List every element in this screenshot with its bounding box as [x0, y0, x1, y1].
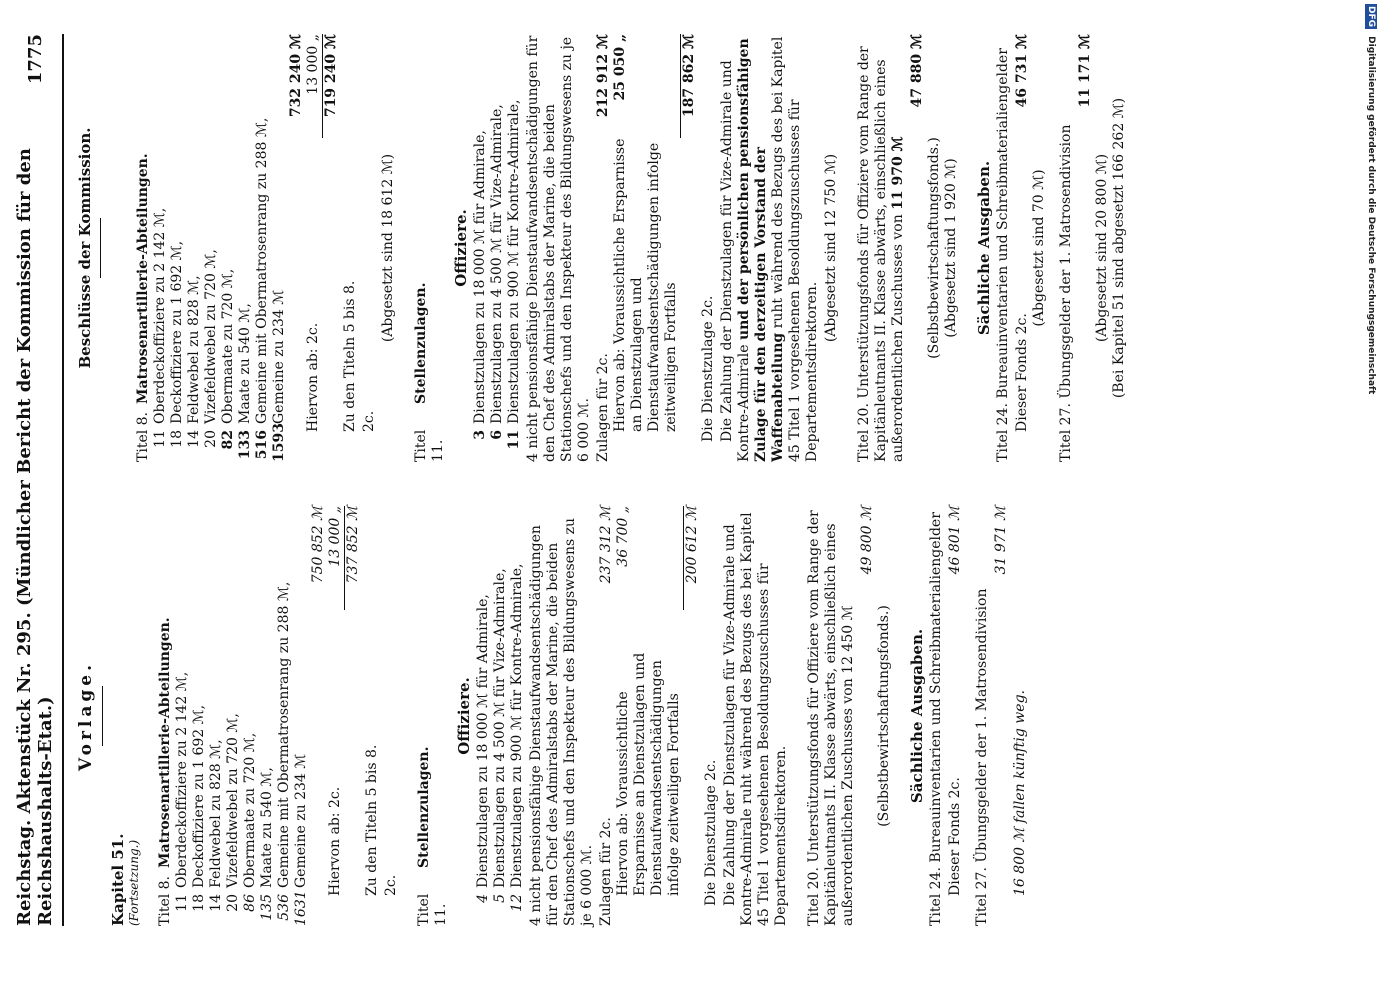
dienstzulage-head: Die Dienstzulage 2c.: [700, 295, 716, 442]
line-item: [259, 506, 276, 926]
titel8-label: Titel 8.: [135, 411, 151, 462]
line-item: [208, 506, 225, 926]
line-text: Feldwebel zu 828 ℳ,: [208, 739, 224, 888]
titel20-amount: 49 800 ℳ: [859, 506, 875, 575]
line-text: Dienstzulagen zu 18 000 ℳ für Admirale,: [472, 130, 488, 424]
dienstzulage-text: Die Zahlung der Dienstzulagen für Vize-Admirale und Kontre-Admirale ruht während des Bezugs des bei Kapitel 45 Titel 1 vorgesehenen Besoldungszuschusses für Departementsdirektoren.: [722, 512, 789, 926]
titel11-sub: Offiziere.: [452, 209, 470, 287]
dienstzulage-head: Die Dienstzulage 2c.: [703, 759, 719, 906]
line-item: [475, 506, 492, 926]
saechliche-heading: Sächliche Ausgaben.: [908, 628, 926, 804]
beschluesse-title: Beschlüsse der Kommission.: [76, 127, 94, 369]
line-quantity: 20: [225, 894, 241, 912]
titel11-hiervon: Hiervon ab: Voraussichtliche Ersparnisse an Dienstzulagen und Dienstaufwandsentschädigungen infolge zeitweiligen Fortfalls: [612, 138, 679, 432]
beschluss-titel20: [856, 34, 960, 462]
line-item: [254, 34, 271, 462]
beschluss-titel11: [413, 34, 840, 462]
titel8-sum: 750 852 ℳ: [310, 506, 326, 584]
dienstzulage-text: [719, 34, 821, 462]
line-text: Vizefeldwebel zu 720 ℳ,: [203, 249, 219, 424]
line-text: Dienstzulagen zu 18 000 ℳ für Admirale,: [475, 594, 491, 888]
titel27-amount: 31 971 ℳ: [993, 506, 1009, 575]
titel11-para4: 4 nicht pensionsfähige Dienstaufwandsentschädigungen für den Chef des Admiralstabs der Marine, die beiden Stationschefs und den Inspekteur des Bildungswesens zu je 6 000 ℳ.: [528, 518, 595, 926]
titel24-text: Titel 24. Bureauinventarien und Schreibmaterialiengelder: [928, 512, 944, 926]
titel20-abgesetzt: (Abgesetzt sind 1 920 ℳ): [943, 158, 959, 338]
titel8-net: 719 240 ℳ: [323, 34, 339, 118]
line-text: Obermaate zu 720 ℳ,: [242, 732, 258, 888]
line-quantity: 6: [489, 430, 505, 440]
line-quantity: 536: [276, 894, 292, 921]
line-item: [169, 34, 186, 462]
line-text: Oberdeckoffiziere zu 2 142 ℳ,: [152, 207, 168, 424]
titel8-rows: [152, 34, 288, 462]
column-vorlage: [74, 480, 1128, 926]
titel11-sub: Offiziere.: [455, 677, 473, 755]
line-item: [186, 34, 203, 462]
titel8-hiervon: Hiervon ab: 2c.: [305, 322, 321, 432]
line-quantity: 135: [259, 894, 275, 921]
line-text: Obermaate zu 720 ℳ,: [220, 268, 236, 424]
titel11-total: 212 912 ℳ: [595, 34, 611, 118]
line-item: [203, 34, 220, 462]
line-text: Deckoffiziere zu 1 692 ℳ,: [169, 240, 185, 424]
titel8-rows: [174, 506, 310, 926]
line-item: [271, 34, 288, 462]
title-divider: [100, 218, 101, 278]
line-item: [276, 506, 293, 926]
line-item: [220, 34, 237, 462]
line-item: [506, 34, 523, 462]
line-quantity: 18: [191, 894, 207, 912]
titel27-note: 16 800 ℳ fallen künftig weg.: [1012, 690, 1028, 896]
titel20-body: Titel 20. Unterstützungsfonds für Offiziere vom Range der Kapitänleutnants II. Klasse abwärts, einschließlich eines außerordentlichen Zuschusses von: [856, 46, 906, 462]
line-quantity: 11: [174, 894, 190, 912]
titel8-hiervon: Hiervon ab: 2c.: [327, 786, 343, 896]
titel24-amount: 46 801 ℳ: [947, 506, 963, 575]
titel24-text: Titel 24. Bureauinventarien und Schreibmaterialiengelder: [995, 48, 1011, 462]
titel20-text: Titel 20. Unterstützungsfonds für Offiziere vom Range der Kapitänleutnants II. Klasse abwärts, einschließlich eines außerordentlichen Zuschusses von 12 450 ℳ: [806, 510, 856, 926]
line-quantity: 1631: [293, 890, 309, 926]
line-quantity: 133: [237, 430, 253, 460]
page-number: 1775: [24, 34, 46, 85]
line-item: [152, 34, 169, 462]
vorlage-saechliche: [909, 506, 1029, 926]
titel8-hiervon-amount: 13 000 „: [305, 34, 321, 95]
titel24-abgesetzt: (Abgesetzt sind 70 ℳ): [1031, 169, 1047, 327]
line-text: Gemeine mit Obermatrosenrang zu 288 ℳ,: [254, 117, 270, 424]
titel11-hiervon-amount: 25 050 „: [612, 34, 628, 101]
line-text: Feldwebel zu 828 ℳ,: [186, 275, 202, 424]
line-text: Gemeine zu 234 ℳ: [271, 289, 287, 424]
titel11-hiervon-amount: 36 700 „: [615, 506, 631, 567]
titel11-total: 237 312 ℳ: [598, 506, 614, 584]
line-item: [225, 506, 242, 926]
line-quantity: 11: [506, 430, 522, 450]
titel8-zu: Zu den Titeln 5 bis 8.: [364, 744, 380, 896]
titel11-para4: 4 nicht pensionsfähige Dienstaufwandsentschädigungen für den Chef des Admiralstabs der Marine, die beiden Stationschefs und den Inspekteur des Bildungswesens zu je 6 000 ℳ.: [525, 35, 592, 462]
vorlage-titel8: [157, 506, 400, 926]
beschluss-saechliche: [976, 34, 1128, 462]
titel24-amount: 46 731 ℳ: [1014, 34, 1030, 108]
line-text: Gemeine mit Obermatrosenrang zu 288 ℳ,: [276, 581, 292, 888]
line-text: Oberdeckoffiziere zu 2 142 ℳ,: [174, 671, 190, 888]
line-item: [472, 34, 489, 462]
dz-text-b: und der persönlichen pensionsfähigen Zulage für den derzeitigen Vorstand der Waffenabteilung: [736, 38, 786, 462]
line-quantity: 20: [203, 430, 219, 448]
titel20-amount: 47 880 ℳ: [909, 34, 925, 108]
line-item: [509, 506, 526, 926]
vorlage-title: Vorlage.: [76, 660, 96, 772]
line-quantity: 14: [208, 894, 224, 912]
titel8-sum: 732 240 ℳ: [288, 34, 304, 118]
titel27-abgesetzt: (Abgesetzt sind 20 800 ℳ): [1094, 153, 1110, 343]
dfg-credit: [1365, 4, 1377, 394]
kapitel-heading: Kapitel 51.: [109, 833, 127, 926]
beschluss-titel8: [135, 34, 397, 462]
line-quantity: 1593: [271, 423, 287, 462]
titel11-zulagen: Zulagen für 2c.: [595, 353, 611, 462]
titel11-label: Titel 11.: [416, 893, 449, 926]
line-text: Dienstzulagen zu 4 500 ℳ für Vize-Admirale,: [492, 568, 508, 888]
line-item: [237, 34, 254, 462]
titel11-net: 200 612 ℳ: [684, 506, 700, 584]
dfg-credit-text: Digitalisierung gefördert durch die Deutsche Forschungsgemeinschaft: [1366, 36, 1376, 395]
titel11-hiervon: Hiervon ab: Voraussichtliche Ersparnisse an Dienstzulagen und Dienstaufwandsentschädigungen infolge zeitweiligen Fortfalls: [615, 652, 682, 896]
dz-text-c: ruht während des Bezugs des bei Kapitel 45 Titel 1 vorgesehenen Besoldungszuschusses für Departementsdirektoren.: [770, 36, 820, 462]
titel8-net: 737 852 ℳ: [345, 506, 361, 584]
line-item: [492, 506, 509, 926]
titel27-text: Titel 27. Übungsgelder der 1. Matrosendivision: [974, 588, 990, 926]
line-quantity: 14: [186, 430, 202, 448]
line-quantity: 3: [472, 430, 488, 440]
line-quantity: 5: [492, 894, 508, 903]
line-text: Vizefeldwebel zu 720 ℳ,: [225, 713, 241, 888]
titel20-note: (Selbstbewirtschaftungsfonds.): [926, 137, 942, 359]
line-item: [489, 34, 506, 462]
titel11-heading: Stellenzulagen.: [413, 282, 429, 404]
line-item: [242, 506, 259, 926]
two-column-body: [74, 34, 1128, 926]
titel8-heading: Matrosenartillerie-Abteilungen.: [135, 153, 151, 404]
titel11-rows: [475, 506, 526, 926]
vorlage-titel11: [416, 506, 790, 926]
titel8-heading: Matrosenartillerie-Abteilungen.: [157, 617, 173, 868]
line-text: Maate zu 540 ℳ,: [237, 303, 253, 424]
page-header: [14, 34, 64, 926]
line-quantity: 86: [242, 894, 258, 912]
titel11-heading: Stellenzulagen.: [416, 746, 432, 868]
line-item: [293, 506, 310, 926]
header-title: Reichstag. Aktenstück Nr. 295. (Mündlicher Bericht der Kommission für den Reichshaushalts-Etat.): [14, 148, 56, 926]
fortsetzung-note: (Fortsetzung.): [127, 839, 141, 926]
titel11-zulagen: Zulagen für 2c.: [598, 817, 614, 926]
titel11-abgesetzt: (Abgesetzt sind 12 750 ℳ): [823, 153, 839, 343]
line-quantity: 18: [169, 430, 185, 448]
column-beschluesse: [74, 34, 1128, 480]
title-divider: [102, 686, 103, 746]
line-text: Maate zu 540 ℳ,: [259, 767, 275, 888]
line-item: [174, 506, 191, 926]
line-quantity: 82: [220, 430, 236, 450]
line-text: Dienstzulagen zu 900 ℳ für Kontre-Admirale,: [506, 99, 522, 424]
dfg-logo: DFG: [1366, 6, 1376, 28]
titel20-note: (Selbstbewirtschaftungsfonds.): [876, 605, 892, 827]
titel27-amount: 11 171 ℳ: [1077, 34, 1093, 108]
line-item: [191, 506, 208, 926]
titel27-text: Titel 27. Übungsgelder der 1. Matrosendivision: [1058, 124, 1074, 462]
line-text: Dienstzulagen zu 900 ℳ für Kontre-Admirale,: [509, 563, 525, 888]
titel8-zu2: 2c.: [383, 874, 399, 896]
saechliche-heading: Sächliche Ausgaben.: [975, 160, 993, 336]
titel8-zu2: 2c.: [361, 410, 377, 432]
titel20-text: [856, 34, 907, 462]
titel11-rows: [472, 34, 523, 462]
titel8-hiervon-amount: 13 000 „: [327, 506, 343, 567]
titel8-label: Titel 8.: [157, 875, 173, 926]
titel8-abgesetzt: (Abgesetzt sind 18 612 ℳ): [380, 153, 396, 343]
line-text: Gemeine zu 234 ℳ: [293, 753, 309, 888]
line-text: Dienstzulagen zu 4 500 ℳ für Vize-Admirale,: [489, 104, 505, 424]
line-text: Deckoffiziere zu 1 692 ℳ,: [191, 704, 207, 888]
titel11-net: 187 862 ℳ: [681, 34, 697, 118]
titel24-note: Dieser Fonds 2c.: [1014, 313, 1030, 432]
titel11-label: Titel 11.: [413, 429, 446, 462]
line-quantity: 516: [254, 430, 270, 460]
vorlage-titel20: [806, 506, 893, 926]
dz-text-a: Die Zahlung der Dienstzulagen für Vize-Admirale und Kontre-Admirale: [719, 60, 752, 462]
titel24-note: Dieser Fonds 2c.: [947, 777, 963, 896]
line-quantity: 11: [152, 430, 168, 448]
kapitel-abgesetzt: (Bei Kapitel 51 sind abgesetzt 166 262 ℳ): [1111, 97, 1127, 399]
line-quantity: 12: [509, 894, 525, 912]
line-quantity: 4: [475, 894, 491, 903]
titel20-inline-amount: 11 970 ℳ: [890, 136, 906, 210]
titel8-zu: Zu den Titeln 5 bis 8.: [342, 280, 358, 432]
